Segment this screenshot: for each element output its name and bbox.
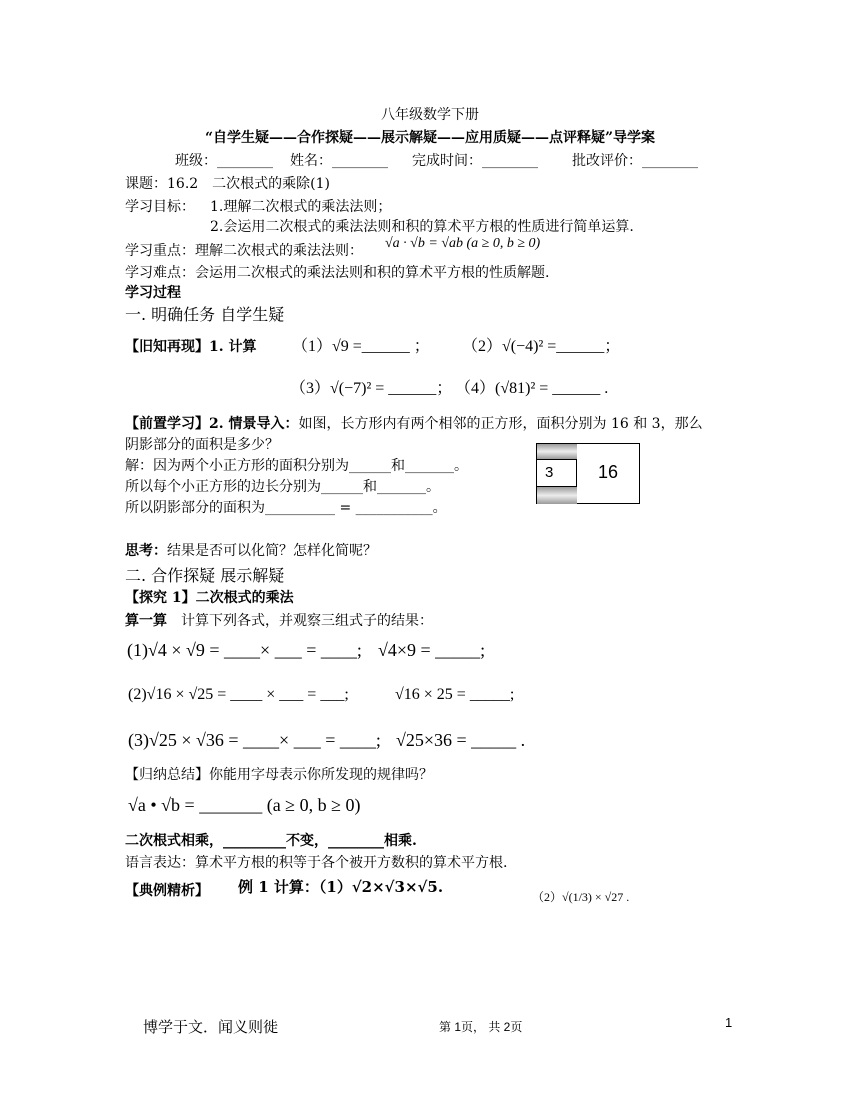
rectangle-figure	[536, 443, 640, 504]
footer-page-info: 第 1页， 共 2页	[439, 1020, 523, 1034]
example-label: 【典例精析】	[125, 883, 209, 899]
review-q2: （2）√(−4)² =______；	[462, 338, 621, 355]
finish-time-field: 完成时间：________	[412, 153, 538, 169]
shaded-region-bottom	[537, 486, 577, 504]
summary-rule: 二次根式相乘，_________不变，________相乘.	[125, 833, 417, 849]
calc-row-1-left: (1)√4 × √9 = ____× ___ = ____;	[127, 640, 362, 660]
topic-line: 课题：16.2 二次根式的乘除(1)	[125, 176, 331, 192]
summary-label: 【归纳总结】你能用字母表示你所发现的规律吗？	[125, 767, 433, 783]
preview-block	[125, 413, 703, 433]
calc-row-2-right: √16 × 25 = _____;	[395, 686, 515, 703]
summary-formula: √a • √b = _______ (a ≥ 0, b ≥ 0)	[128, 795, 361, 815]
think-block	[125, 540, 377, 560]
footer-motto: 博学于文．闻义则徙	[143, 1018, 279, 1036]
preview-text-2: 阴影部分的面积是多少？	[125, 437, 279, 453]
preview-text-1: 如图，长方形内有两个相邻的正方形，面积分别为 16 和 3，那么	[298, 416, 703, 432]
verbal-rule: 语言表达：算术平方根的积等于各个被开方数积的算术平方根.	[125, 855, 508, 871]
grade-title: 八年级数学下册	[381, 107, 479, 123]
name-field: 姓名：________	[290, 153, 388, 169]
section-1-heading: 一. 明确任务 自学生疑	[125, 305, 285, 324]
class-field: 班级：________	[175, 153, 273, 169]
review-q4: （4）(√81)² = ______ .	[455, 380, 609, 397]
calc-row-3-left: (3)√25 × √36 = ____× ___ = ____;	[128, 730, 381, 750]
goals-label: 学习目标：	[125, 199, 195, 215]
calc-row-3-right: √25×36 = _____ .	[396, 730, 526, 750]
calc-label: 算一算	[125, 613, 167, 629]
goal-item-2: 2.会运用二次根式的乘法法则和积的算术平方根的性质进行简单运算.	[210, 219, 634, 235]
large-square: 16	[597, 462, 619, 482]
solution-line-3: 所以阴影部分的面积为__________ = ___________。	[125, 500, 447, 516]
small-square: 3	[537, 459, 577, 486]
calc-text: 计算下列各式，并观察三组式子的结果：	[181, 613, 433, 629]
preview-label: 【前置学习】2. 情景导入：	[125, 416, 299, 432]
process-title: 学习过程	[125, 285, 181, 301]
solution-line-2: 所以每个小正方形的边长分别为______和_______。	[125, 479, 440, 495]
multiplication-rule: √a · √b = √ab (a ≥ 0, b ≥ 0)	[385, 236, 541, 251]
example-2: （2）√(1/3) × √27 .	[532, 890, 630, 904]
think-label: 思考：	[125, 543, 167, 559]
goal-item-1: 1.理解二次根式的乘法法则；	[210, 199, 392, 215]
review-q3: （3）√(−7)² = ______；	[290, 380, 453, 397]
footer-page-number: 1	[725, 1015, 733, 1030]
explore-label: 【探究 1】二次根式的乘法	[125, 590, 294, 606]
difficulty-line: 学习难点：会运用二次根式的乘法法则和积的算术平方根的性质解题.	[125, 265, 550, 281]
calc-block	[125, 610, 433, 630]
grading-field: 批改评价：________	[572, 153, 698, 169]
review-q1: （1）√9 =______ ；	[292, 338, 430, 355]
shaded-region-top	[537, 444, 577, 460]
key-point-label: 学习重点：理解二次根式的乘法法则：	[125, 243, 363, 259]
guide-subtitle: “自学生疑——合作探疑——展示解疑——应用质疑——点评释疑”导学案	[204, 130, 656, 146]
think-text: 结果是否可以化简？怎样化简呢？	[167, 543, 377, 559]
example-1: 例 1 计算：（1）√2×√3×√5.	[238, 878, 444, 896]
calc-row-1-right: √4×9 = _____;	[378, 640, 486, 660]
review-label: 【旧知再现】1. 计算	[125, 339, 257, 355]
solution-line-1: 解：因为两个小正方形的面积分别为______和_______。	[125, 458, 468, 474]
section-2-heading: 二. 合作探疑 展示解疑	[125, 566, 285, 585]
calc-row-2-left: (2)√16 × √25 = ____ × ___ = ___;	[128, 686, 349, 703]
